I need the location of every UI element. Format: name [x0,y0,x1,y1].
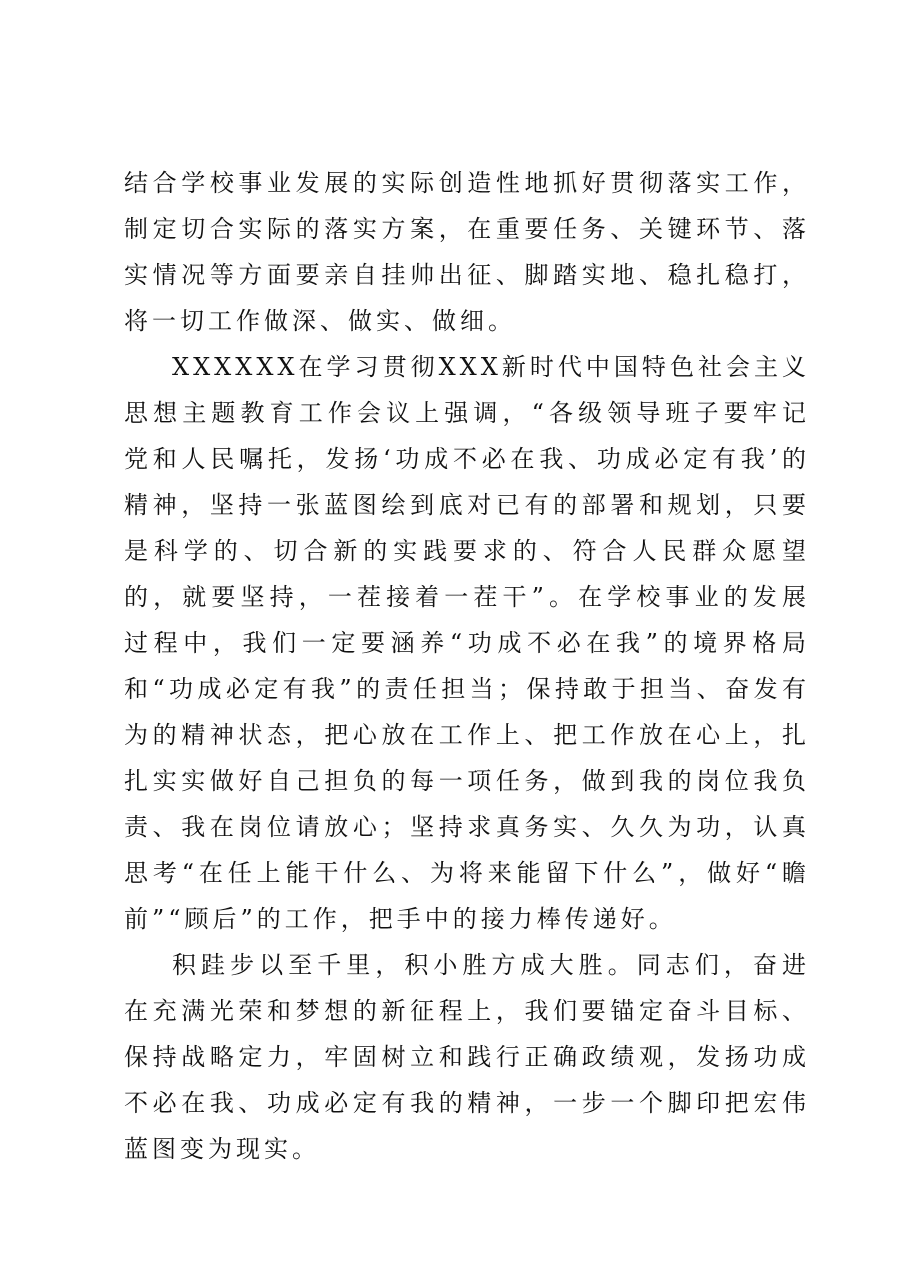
document-body [124,160,810,1172]
paragraph-conclusion: 积跬步以至千里，积小胜方成大胜。同志们，奋进在充满光荣和梦想的新征程上，我们要锚定奋斗目标、保持战略定力，牢固树立和践行正确政绩观，发扬功成不必在我、功成必定有我的精神，一步一个脚印把宏伟蓝图变为现实。 [124,951,810,1163]
paragraph-speech-quote: XXXXXX在学习贯彻XXX新时代中国特色社会主义思想主题教育工作会议上强调，“各级领导班子要牢记党和人民嘱托，发扬‘功成不必在我、功成必定有我’的精神，坚持一张蓝图绘到底对已有的部署和规划，只要是科学的、切合新的实践要求的、符合人民群众愿望的，就要坚持，一茬接着一茬干”。在学校事业的发展过程中，我们一定要涵养“功成不必在我”的境界格局和“功成必定有我”的责任担当；保持敢于担当、奋发有为的精神状态，把心放在工作上、把工作放在心上，扎扎实实做好自己担负的每一项任务，做到我的岗位我负责、我在岗位请放心；坚持求真务实、久久为功，认真思考“在任上能干什么、为将来能留下什么”，做好“瞻前”“顾后”的工作，把手中的接力棒传递好。 [124,353,810,933]
paragraph-continuation: 结合学校事业发展的实际创造性地抓好贯彻落实工作，制定切合实际的落实方案，在重要任务、关键环节、落实情况等方面要亲自挂帅出征、脚踏实地、稳扎稳打，将一切工作做深、做实、做细。 [124,169,810,335]
